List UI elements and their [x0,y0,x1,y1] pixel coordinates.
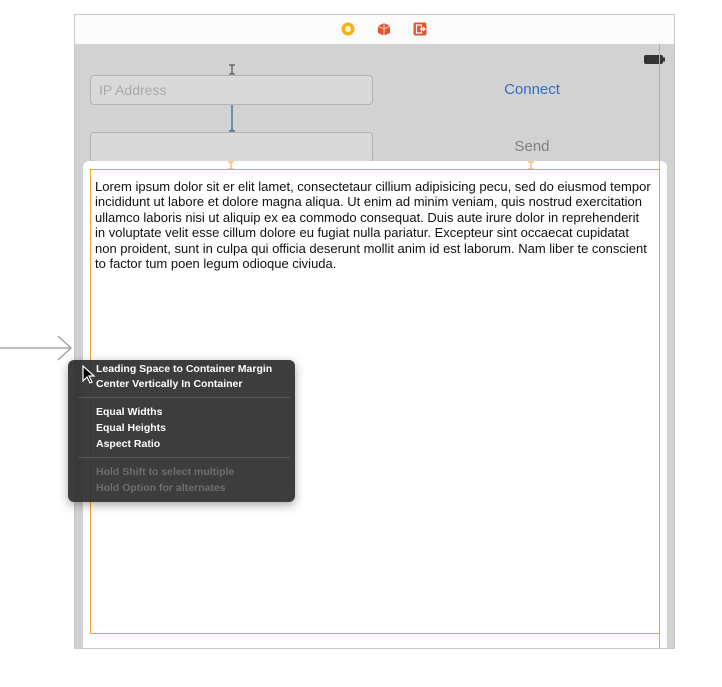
connect-button[interactable]: Connect [504,81,560,98]
menu-item-center-vertically[interactable]: Center Vertically In Container [96,378,243,390]
menu-separator [78,397,290,398]
message-field[interactable] [90,132,373,162]
ip-address-field[interactable] [90,75,373,105]
selection-guide-right [659,44,660,648]
exit-icon[interactable] [413,22,427,36]
battery-icon [644,55,666,64]
menu-separator [78,457,290,458]
view-controller-icon[interactable] [341,22,355,36]
first-responder-icon[interactable] [377,22,391,36]
menu-hint-option: Hold Option for alternates [96,482,226,494]
drag-arrow-icon [0,333,74,363]
text-view-top-constraint[interactable] [226,161,236,170]
mouse-cursor-icon [82,365,96,385]
vertical-spacing-constraint[interactable] [227,103,237,133]
scene-dock [75,15,674,45]
constraint-context-menu [68,360,295,502]
ip-address-placeholder: IP Address [99,82,167,98]
menu-item-equal-widths[interactable]: Equal Widths [96,406,163,418]
menu-hint-shift: Hold Shift to select multiple [96,466,235,478]
selection-guide-top [90,169,660,170]
menu-item-aspect-ratio[interactable]: Aspect Ratio [96,438,161,450]
menu-item-leading-space[interactable]: Leading Space to Container Margin [96,363,273,375]
send-button[interactable]: Send [514,138,550,155]
send-button-constraint[interactable] [526,161,536,170]
selection-guide-bottom [90,633,660,634]
text-view-content: Lorem ipsum dolor sit er elit lamet, consectetaur cillium adipisicing pecu, sed do eiusmod tempor incididunt ut labore et dolore magna aliqua. Ut enim ad minim veniam, quis nostrud exercitation ullamco laboris nisi ut aliquip ex ea commodo consequat. Duis aute irure dolor in reprehenderit in voluptate velit esse cillum dolore eu fugiat nulla pariatur. Excepteur sint occaecat cupidatat non proident, sunt in culpa qui officia deserunt mollit anim id est laborum. Nam liber te conscient to factor tum poen legum odioque civiuda. [95,179,651,272]
menu-item-equal-heights[interactable]: Equal Heights [96,422,167,434]
